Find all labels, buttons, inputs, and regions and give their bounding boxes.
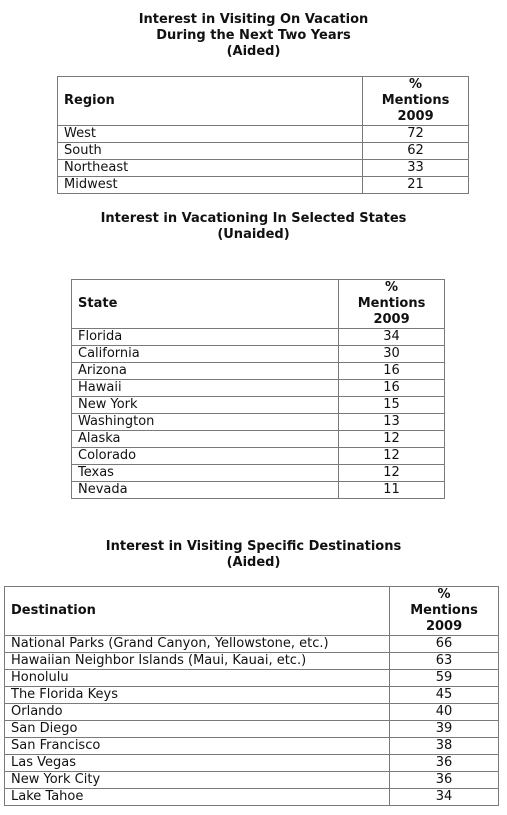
table-row bbox=[72, 482, 445, 499]
row-label: Honolulu bbox=[5, 670, 390, 687]
row-label: National Parks (Grand Canyon, Yellowstone, etc.) bbox=[5, 636, 390, 653]
row-value: 15 bbox=[339, 397, 445, 414]
row-value: 16 bbox=[339, 363, 445, 380]
row-label: Florida bbox=[72, 329, 339, 346]
header-line: % bbox=[385, 280, 399, 295]
row-label: South bbox=[58, 143, 363, 160]
row-label: San Francisco bbox=[5, 738, 390, 755]
table-row bbox=[58, 177, 469, 194]
mentions-header bbox=[390, 587, 499, 636]
header-line: % bbox=[409, 77, 423, 92]
table-row bbox=[5, 755, 499, 772]
row-value: 11 bbox=[339, 482, 445, 499]
row-value: 62 bbox=[363, 143, 469, 160]
table-header-row bbox=[72, 280, 445, 329]
header-line: Mentions bbox=[357, 296, 426, 311]
mentions-header bbox=[339, 280, 445, 329]
row-value: 45 bbox=[390, 687, 499, 704]
row-value: 33 bbox=[363, 160, 469, 177]
header-line: 2009 bbox=[397, 109, 434, 124]
row-label: California bbox=[72, 346, 339, 363]
row-value: 34 bbox=[339, 329, 445, 346]
row-label: Arizona bbox=[72, 363, 339, 380]
row-label: Nevada bbox=[72, 482, 339, 499]
region-header: Region bbox=[58, 77, 363, 126]
row-value: 21 bbox=[363, 177, 469, 194]
state-header: State bbox=[72, 280, 339, 329]
table-row bbox=[5, 670, 499, 687]
row-value: 12 bbox=[339, 448, 445, 465]
row-label: The Florida Keys bbox=[5, 687, 390, 704]
row-label: Orlando bbox=[5, 704, 390, 721]
table1-title bbox=[0, 12, 507, 60]
table1-title-line: During the Next Two Years bbox=[156, 28, 351, 43]
header-line: Mentions bbox=[381, 93, 450, 108]
header-line: Mentions bbox=[410, 603, 478, 618]
row-value: 30 bbox=[339, 346, 445, 363]
table2-title bbox=[0, 211, 507, 243]
table-row bbox=[5, 653, 499, 670]
row-label: Las Vegas bbox=[5, 755, 390, 772]
row-label: Texas bbox=[72, 465, 339, 482]
row-value: 13 bbox=[339, 414, 445, 431]
table-row bbox=[5, 738, 499, 755]
row-value: 63 bbox=[390, 653, 499, 670]
table-row bbox=[72, 465, 445, 482]
row-label: Alaska bbox=[72, 431, 339, 448]
header-line: 2009 bbox=[373, 312, 410, 327]
row-label: New York City bbox=[5, 772, 390, 789]
row-label: Washington bbox=[72, 414, 339, 431]
table-row bbox=[5, 636, 499, 653]
row-value: 16 bbox=[339, 380, 445, 397]
header-line: % bbox=[437, 587, 451, 602]
row-label: Hawaiian Neighbor Islands (Maui, Kauai, etc.) bbox=[5, 653, 390, 670]
table-row bbox=[72, 448, 445, 465]
table-header-row bbox=[58, 77, 469, 126]
table-row bbox=[5, 772, 499, 789]
table-row bbox=[72, 414, 445, 431]
table-row bbox=[5, 721, 499, 738]
row-label: Lake Tahoe bbox=[5, 789, 390, 806]
region-table bbox=[57, 76, 469, 194]
row-label: Midwest bbox=[58, 177, 363, 194]
table-row bbox=[5, 687, 499, 704]
table-row bbox=[72, 329, 445, 346]
table2-title-line: Interest in Vacationing In Selected States bbox=[100, 211, 407, 226]
table3-title bbox=[0, 539, 507, 571]
table-header-row bbox=[5, 587, 499, 636]
row-label: San Diego bbox=[5, 721, 390, 738]
row-value: 34 bbox=[390, 789, 499, 806]
table2-title-line: (Unaided) bbox=[217, 227, 290, 242]
table-row bbox=[72, 397, 445, 414]
destination-header: Destination bbox=[5, 587, 390, 636]
row-value: 59 bbox=[390, 670, 499, 687]
table-row bbox=[72, 363, 445, 380]
row-value: 36 bbox=[390, 772, 499, 789]
row-value: 72 bbox=[363, 126, 469, 143]
destination-table bbox=[4, 586, 499, 806]
row-label: West bbox=[58, 126, 363, 143]
row-value: 36 bbox=[390, 755, 499, 772]
row-value: 12 bbox=[339, 465, 445, 482]
row-label: Hawaii bbox=[72, 380, 339, 397]
table-row bbox=[58, 160, 469, 177]
row-label: Northeast bbox=[58, 160, 363, 177]
table-row bbox=[5, 789, 499, 806]
row-value: 12 bbox=[339, 431, 445, 448]
table-row bbox=[58, 143, 469, 160]
header-line: 2009 bbox=[425, 619, 463, 634]
table1-title-line: Interest in Visiting On Vacation bbox=[138, 12, 369, 27]
table1-title-line: (Aided) bbox=[226, 44, 281, 59]
row-value: 66 bbox=[390, 636, 499, 653]
table-row bbox=[72, 380, 445, 397]
table-row bbox=[72, 431, 445, 448]
table-row bbox=[58, 126, 469, 143]
table-row bbox=[5, 704, 499, 721]
mentions-header bbox=[363, 77, 469, 126]
table3-title-line: (Aided) bbox=[226, 555, 281, 570]
row-value: 38 bbox=[390, 738, 499, 755]
state-table bbox=[71, 279, 445, 499]
table3-title-line: Interest in Visiting Specific Destinations bbox=[105, 539, 402, 554]
table-row bbox=[72, 346, 445, 363]
row-value: 40 bbox=[390, 704, 499, 721]
row-value: 39 bbox=[390, 721, 499, 738]
row-label: Colorado bbox=[72, 448, 339, 465]
row-label: New York bbox=[72, 397, 339, 414]
